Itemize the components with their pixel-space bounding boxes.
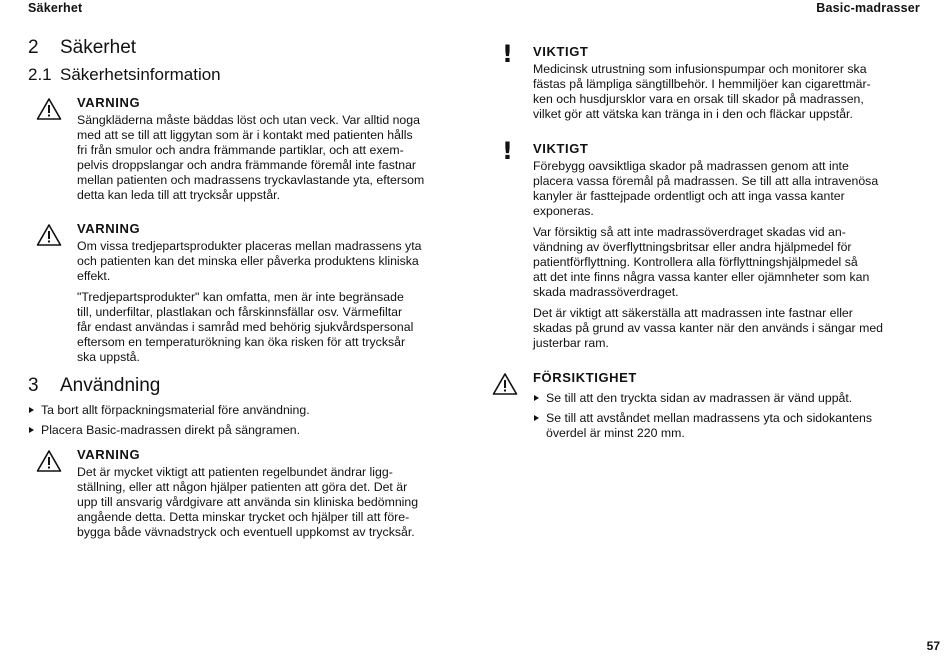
text-line: Om vissa tredjepartsprodukter placeras mellan madrassens yta bbox=[77, 239, 422, 253]
text-line: bygga både vävnadstryck och eventuell uppkomst av trycksår. bbox=[77, 525, 415, 539]
caution-title: FÖRSIKTIGHET bbox=[533, 370, 637, 385]
paragraph bbox=[533, 225, 922, 300]
section-number: 2 bbox=[28, 37, 39, 58]
text-line: eftersom en temperaturökning kan öka risken för att trycksår bbox=[77, 335, 406, 349]
text-line: effekt. bbox=[77, 269, 111, 283]
text-line: patientförflyttning. Kontrollera alla förflyttningshjälpmedel så bbox=[533, 255, 858, 269]
important-text bbox=[533, 62, 922, 122]
warning-text bbox=[77, 239, 472, 371]
section-title: Användning bbox=[60, 375, 161, 396]
text-line: Det är viktigt att säkerställa att madrassen inte fastnar eller bbox=[533, 306, 853, 320]
text-line: skadas på grund av vassa kanter när den används i sängar med bbox=[533, 321, 883, 335]
text-line: placera vassa föremål på madrassen. Se till att alla intravenösa bbox=[533, 174, 879, 188]
text-line: ska uppstå. bbox=[77, 350, 140, 364]
list-item bbox=[533, 411, 922, 441]
text-line: exponeras. bbox=[533, 204, 594, 218]
list-item bbox=[533, 391, 922, 406]
section-number: 3 bbox=[28, 375, 39, 396]
step-text: Placera Basic-madrassen direkt på sängramen. bbox=[41, 423, 301, 437]
important-sharp-objects bbox=[492, 137, 922, 361]
text-line: Var försiktig så att inte madrassöverdraget skadas vid an- bbox=[533, 225, 846, 239]
usage-steps-list bbox=[28, 403, 468, 443]
caution-text: överdel är minst 220 mm. bbox=[546, 426, 685, 440]
warning-triangle-icon bbox=[492, 372, 518, 396]
list-item bbox=[28, 423, 468, 438]
warning-triangle-icon bbox=[36, 449, 62, 473]
text-line: får endast användas i samråd med behörig sjukvårdspersonal bbox=[77, 320, 414, 334]
section-2-1-heading bbox=[28, 65, 221, 85]
section-2-heading bbox=[28, 37, 136, 59]
step-text: Ta bort allt förpackningsmaterial före användning. bbox=[41, 403, 310, 417]
list-item bbox=[28, 403, 468, 418]
section-title: Säkerhet bbox=[60, 37, 137, 58]
text-line: "Tredjepartsprodukter" kan omfatta, men är inte begränsade bbox=[77, 290, 404, 304]
text-line: vilket gör att vätska kan tränga in i den och fläckar uppstår. bbox=[533, 107, 853, 121]
bullet-triangle-icon bbox=[534, 395, 539, 401]
bullet-triangle-icon bbox=[29, 427, 34, 433]
text-line: till, underfiltar, plastlakan och fårskinnsfällar osv. Värmefiltar bbox=[77, 305, 403, 319]
warning-text bbox=[77, 113, 472, 203]
bullet-triangle-icon bbox=[29, 407, 34, 413]
warning-text bbox=[77, 465, 472, 540]
warning-third-party bbox=[28, 221, 468, 371]
exclamation-icon: ! bbox=[502, 137, 513, 165]
text-line: upp till ansvarig vårdgivare att använda sin kliniska bedömning bbox=[77, 495, 419, 509]
warning-title: VARNING bbox=[77, 447, 141, 462]
warning-repositioning bbox=[28, 447, 468, 547]
important-equipment bbox=[492, 40, 922, 128]
paragraph bbox=[533, 159, 922, 219]
text-line: fästas på lämpliga sängtillbehör. I hemmiljöer kan cigarettmär- bbox=[533, 77, 871, 91]
text-line: Sängkläderna måste bäddas löst och utan veck. Var alltid noga bbox=[77, 113, 420, 127]
important-text bbox=[533, 159, 922, 357]
text-line: angående detta. Detta minskar trycket och hjälper till att före- bbox=[77, 510, 410, 524]
text-line: ken och husdjursklor vara en orsak till skador på madrassen, bbox=[533, 92, 864, 106]
text-line: Förebygg oavsiktliga skador på madrassen genom att inte bbox=[533, 159, 849, 173]
text-line: mellan patienten och madrassens tryckavlastande yta, eftersom bbox=[77, 173, 425, 187]
text-line: skada madrassöverdraget. bbox=[533, 285, 679, 299]
warning-triangle-icon bbox=[36, 223, 62, 247]
bullet-triangle-icon bbox=[534, 415, 539, 421]
caution-text: Se till att avståndet mellan madrassens yta och sidokantens bbox=[546, 411, 873, 425]
text-line: Det är mycket viktigt att patienten regelbundet ändrar ligg- bbox=[77, 465, 393, 479]
text-line: pelvis droppslangar och andra främmande föremål inte fastnar bbox=[77, 158, 417, 172]
important-title: VIKTIGT bbox=[533, 44, 589, 59]
warning-triangle-icon bbox=[36, 97, 62, 121]
page-number: 57 bbox=[926, 639, 940, 653]
exclamation-icon: ! bbox=[502, 40, 513, 68]
paragraph bbox=[533, 306, 922, 351]
text-line: vändning av överflyttningsbritsar eller andra hjälpmedel för bbox=[533, 240, 852, 254]
text-line: att det inte finns några vassa kanter eller ojämnheter som kan bbox=[533, 270, 870, 284]
warning-title: VARNING bbox=[77, 95, 141, 110]
text-line: ställning, eller att någon hjälper patienten att göra det. Det är bbox=[77, 480, 408, 494]
text-line: detta kan leda till att trycksår uppstår. bbox=[77, 188, 281, 202]
caution-mattress bbox=[492, 370, 922, 450]
warning-title: VARNING bbox=[77, 221, 141, 236]
text-line: och patienten kan det minska eller påverka produktens kliniska bbox=[77, 254, 419, 268]
caution-list bbox=[533, 391, 922, 446]
paragraph bbox=[77, 290, 472, 365]
caution-text: Se till att den tryckta sidan av madrassen är vänd uppåt. bbox=[546, 391, 853, 405]
running-header-product: Basic-madrasser bbox=[816, 1, 920, 15]
section-title: Säkerhetsinformation bbox=[60, 65, 221, 84]
section-3-heading bbox=[28, 375, 160, 397]
text-line: fri från smulor och andra främmande partiklar, och att exem- bbox=[77, 143, 404, 157]
paragraph bbox=[77, 239, 472, 284]
warning-bedding bbox=[28, 95, 468, 207]
running-header-section: Säkerhet bbox=[28, 1, 83, 15]
important-title: VIKTIGT bbox=[533, 141, 589, 156]
text-line: kanyler är fasttejpade ordentligt och att inga vassa kanter bbox=[533, 189, 845, 203]
text-line: med att se till att liggytan som är i kontakt med patienten hålls bbox=[77, 128, 413, 142]
section-number: 2.1 bbox=[28, 65, 52, 84]
text-line: Medicinsk utrustning som infusionspumpar och monitorer ska bbox=[533, 62, 867, 76]
text-line: justerbar ram. bbox=[533, 336, 609, 350]
